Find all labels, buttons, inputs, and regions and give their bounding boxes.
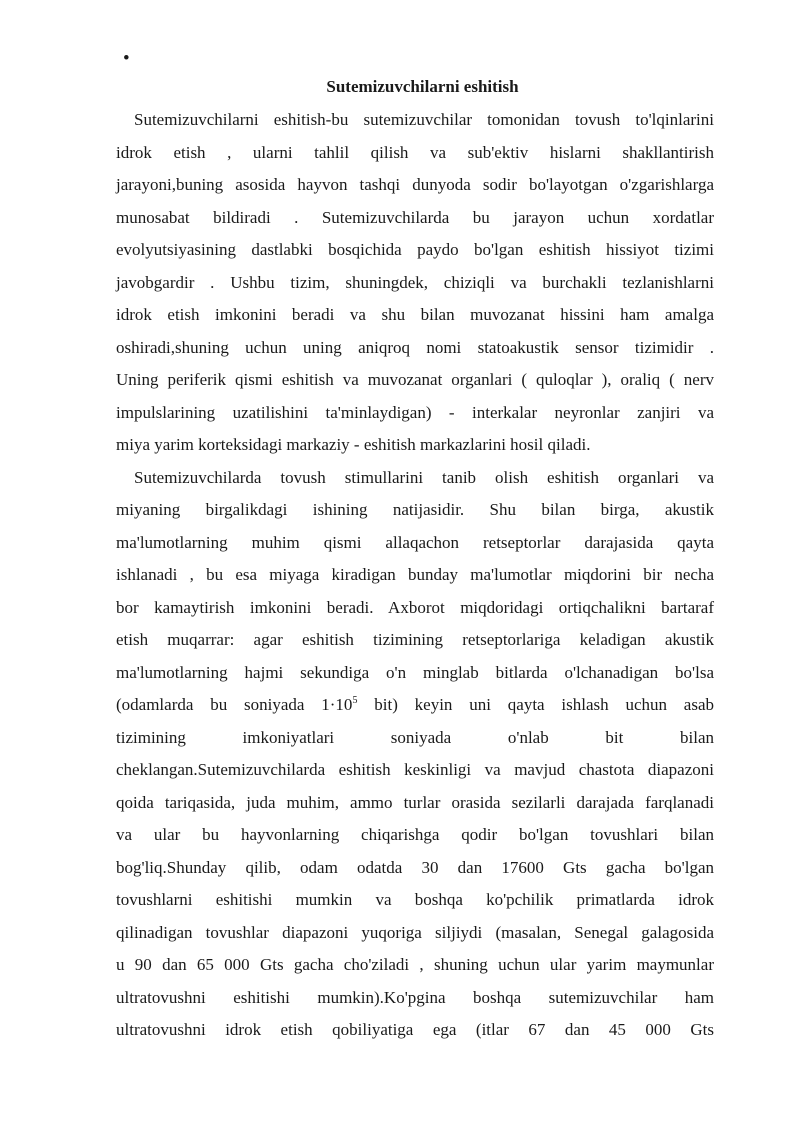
text-line (116, 689, 714, 722)
text-line-content: bor kamaytirish imkonini beradi. Axborot miqdoridagi ortiqchalikni bartaraf (116, 597, 714, 617)
text-line (116, 234, 714, 267)
text-line (116, 137, 714, 170)
text-line (116, 917, 714, 950)
text-line-content: idrok etish , ularni tahlil qilish va sub'ektiv hislarni shakllantirish (116, 142, 714, 162)
text-line (116, 787, 714, 820)
text-line-content: Uning periferik qismi eshitish va muvozanat organlari ( quloqlar ), oraliq ( nerv (116, 370, 714, 389)
text-line-content: ishlanadi , bu esa miyaga kiradigan bunday ma'lumotlar miqdorini bir necha (116, 565, 714, 584)
text-line-content: javobgardir . Ushbu tizim, shuningdek, chiziqli va burchakli tezlanishlarni (116, 272, 714, 292)
text-line-content: (odamlarda bu soniyada 1·10 (116, 695, 353, 714)
text-line (116, 332, 714, 365)
text-line (116, 397, 714, 430)
text-line (116, 267, 714, 300)
text-line (116, 169, 714, 202)
text-line-content: impulslarining uzatilishini ta'minlaydigan) - interkalar neyronlar zanjiri va (116, 402, 714, 422)
text-line (116, 852, 714, 885)
text-line-content: va ular bu hayvonlarning chiqarishga qodir bo'lgan tovushlari bilan (116, 825, 714, 844)
text-line (116, 982, 714, 1015)
text-line-content: Sutemizuvchilarda tovush stimullarini tanib olish eshitish organlari va (134, 467, 714, 487)
text-line-content: ultratovushni idrok etish qobiliyatiga ega (itlar 67 dan 45 000 Gts (116, 1020, 714, 1039)
text-line-content: evolyutsiyasining dastlabki bosqichida paydo bo'lgan eshitish hissiyot tizimi (116, 240, 714, 259)
text-line (116, 202, 714, 235)
text-line (116, 364, 714, 397)
text-line (116, 722, 714, 755)
text-line (116, 1014, 714, 1047)
text-line-content: qoida tariqasida, juda muhim, ammo turlar orasida sezilarli darajada farqlanadi (116, 792, 714, 812)
text-line (116, 494, 714, 527)
text-line-content: cheklangan.Sutemizuvchilarda eshitish keskinligi va mavjud chastota diapazoni (116, 760, 714, 779)
text-line-content: jarayoni,buning asosida hayvon tashqi dunyoda sodir bo'layotgan o'zgarishlarga (116, 175, 714, 194)
text-line (116, 104, 714, 137)
text-line (116, 657, 714, 690)
superscript-exponent: 5 (352, 695, 358, 706)
text-line (116, 592, 714, 625)
text-line-content: bit) keyin uni qayta ishlash uchun asab (357, 695, 715, 714)
text-line (116, 559, 714, 592)
body-text (116, 104, 714, 1047)
text-line-content: etish muqarrar: agar eshitish tizimining retseptorlariga keladigan akustik (116, 630, 714, 649)
bullet-point: • (123, 48, 130, 69)
text-line (116, 299, 714, 332)
text-line-content: u 90 dan 65 000 Gts gacha cho'ziladi , shuning uchun ular yarim maymunlar (116, 955, 714, 974)
text-line-content: tovushlarni eshitishi mumkin va boshqa ko'pchilik primatlarda idrok (116, 890, 714, 909)
text-line-content: ma'lumotlarning hajmi sekundiga o'n minglab bitlarda o'lchanadigan bo'lsa (116, 662, 714, 682)
text-line-content: Sutemizuvchilarni eshitish-bu sutemizuvchilar tomonidan tovush to'lqinlarini (134, 110, 714, 129)
text-line (116, 429, 714, 462)
text-line-content: ultratovushni eshitishi mumkin).Ko'pgina boshqa sutemizuvchilar ham (116, 987, 714, 1007)
text-line-content: ma'lumotlarning muhim qismi allaqachon retseptorlar darajasida qayta (116, 532, 714, 552)
text-line (116, 527, 714, 560)
text-line (116, 884, 714, 917)
text-line-content: bog'liq.Shunday qilib, odam odatda 30 dan 17600 Gts gacha bo'lgan (116, 857, 714, 877)
text-line (116, 754, 714, 787)
text-line-content: idrok etish imkonini beradi va shu bilan muvozanat hissini ham amalga (116, 305, 714, 324)
text-line (116, 819, 714, 852)
text-line-content: miya yarim korteksidagi markaziy - eshitish markazlarini hosil qiladi. (116, 435, 591, 454)
text-line-content: tizimining imkoniyatlari soniyada o'nlab bit bilan (116, 727, 714, 747)
text-line-content: munosabat bildiradi . Sutemizuvchilarda bu jarayon uchun xordatlar (116, 207, 714, 227)
text-line-content: qilinadigan tovushlar diapazoni yuqoriga siljiydi (masalan, Senegal galagosida (116, 922, 714, 942)
text-line (116, 462, 714, 495)
text-line (116, 624, 714, 657)
page-title: Sutemizuvchilarni eshitish (326, 77, 519, 96)
text-line-content: oshiradi,shuning uchun uning aniqroq nomi statoakustik sensor tizimidir . (116, 337, 714, 357)
text-line (116, 949, 714, 982)
text-line-content: miyaning birgalikdagi ishining natijasidir. Shu bilan birga, akustik (116, 500, 714, 519)
